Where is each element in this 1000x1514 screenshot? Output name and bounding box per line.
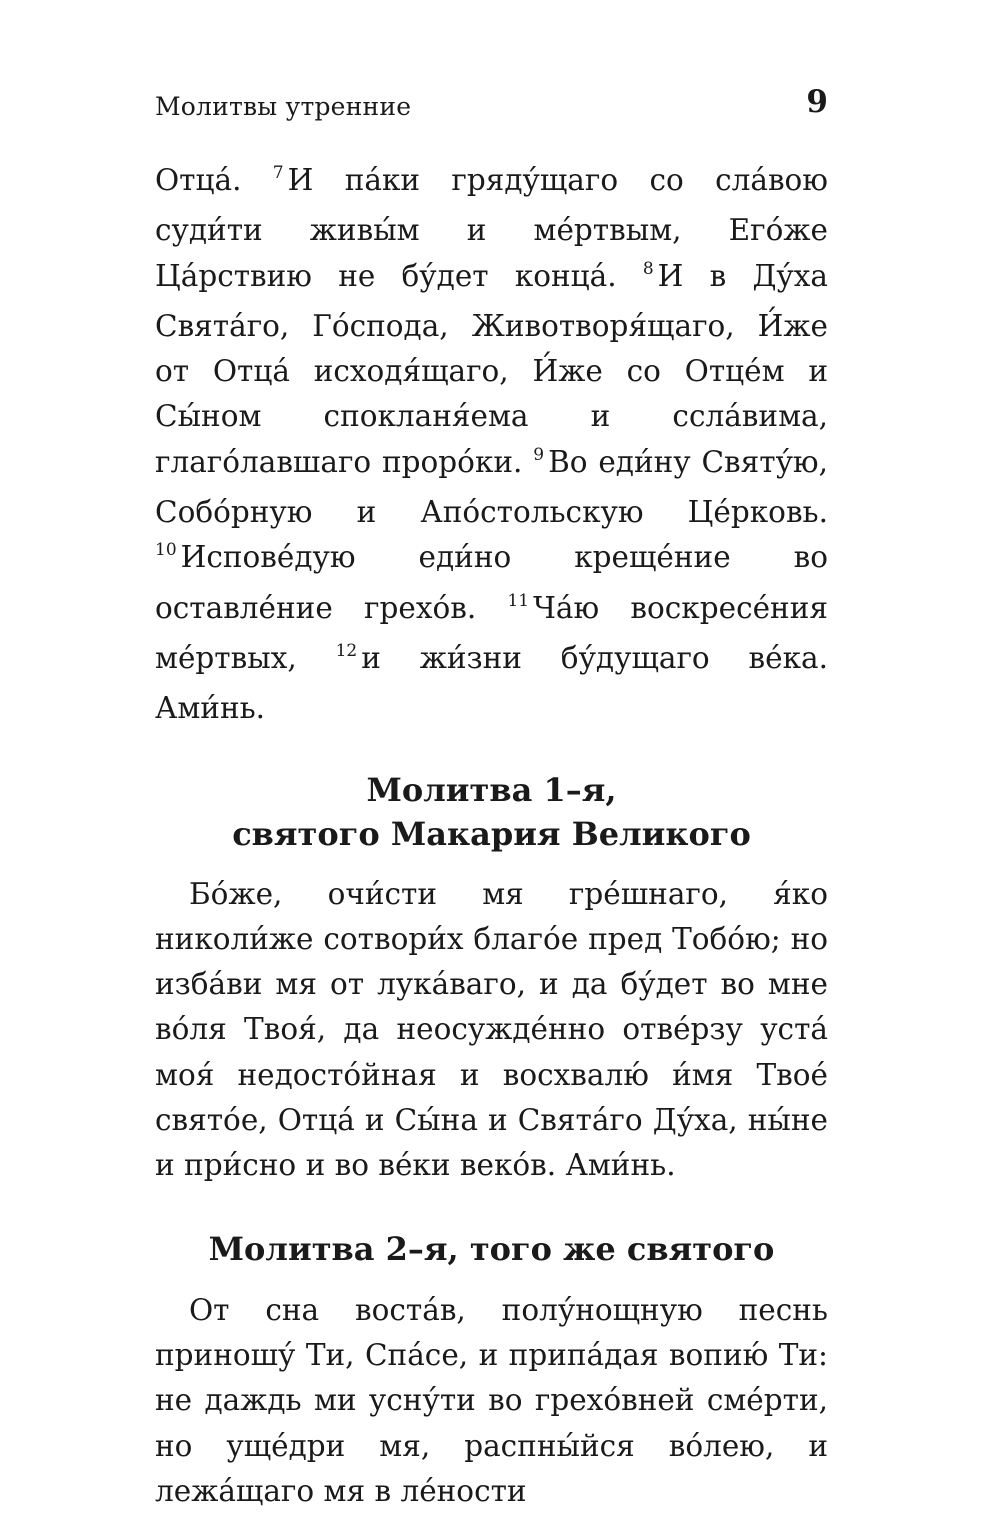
verse-number: 7 bbox=[272, 163, 284, 183]
creed-text: Ча́ю воскресе́ния ме́ртвых, bbox=[155, 590, 828, 675]
prayer-1-title-line2: святого Макария Великого bbox=[232, 814, 751, 853]
verse-number: 10 bbox=[155, 540, 177, 561]
creed-text: И па́ки гряду́щаго со сла́вою суди́ти живы́м и ме́ртвым, Его́же Ца́рствию не бу́дет конца́. bbox=[155, 163, 828, 293]
prayer-1-text: Бо́же, очи́сти мя гре́шнаго, я́ко николи́же сотвори́х благо́е пред Тобо́ю; но изба́ви мя от лука́ваго, и да бу́дет во мне во́ля Твоя́, да неосужде́нно отве́рзу уста́ моя́ недосто́йная и восхвалю́ и́мя Твое́ свято́е, Отца́ и Сы́на и Свята́го Ду́ха, ны́не и при́сно и во ве́ки веко́в. Ами́нь. bbox=[155, 876, 828, 1183]
page-body bbox=[155, 158, 828, 1514]
prayer-2-heading: Молитва 2–я, того же святого bbox=[208, 1229, 775, 1268]
creed-text: И в Ду́ха Свята́го, Го́спода, Животворя́щаго, И́же от Отца́ исходя́щаго, И́же со Отце́м и Сы́ном спокланя́ема и ссла́вима, глаго́лавшаго проро́ки. bbox=[155, 258, 829, 479]
verse-number: 8 bbox=[642, 258, 654, 279]
prayer-1-heading bbox=[155, 768, 828, 856]
creed-text: и жи́зни бу́дущаго ве́ка. Ами́нь. bbox=[155, 640, 829, 726]
verse-number: 12 bbox=[335, 640, 358, 661]
prayer-2-text: От сна воста́в, полу́нощную песнь приношу́ Ти, Спа́се, и припа́дая вопию́ Ти: не даждь ми усну́ти во грехо́вней сме́рти, но уще́дри мя, распны́йся во́лею, и лежа́щаго мя в ле́ности bbox=[155, 1292, 828, 1508]
creed-text: Во еди́ну Святу́ю, Собо́рную и Апо́стольскую Це́рковь. bbox=[155, 444, 828, 530]
creed-continuation bbox=[155, 158, 828, 732]
prayer-1-title-line1: Молитва 1–я, bbox=[366, 770, 617, 809]
creed-text: Отца́. bbox=[155, 163, 273, 197]
verse-number: 11 bbox=[507, 590, 530, 611]
creed-text: Испове́дую еди́но креще́ние во оставле́ние грехо́в. bbox=[155, 540, 828, 625]
verse-number: 9 bbox=[533, 444, 545, 465]
page-number: 9 bbox=[806, 84, 828, 120]
running-title: Молитвы утренние bbox=[155, 92, 412, 121]
